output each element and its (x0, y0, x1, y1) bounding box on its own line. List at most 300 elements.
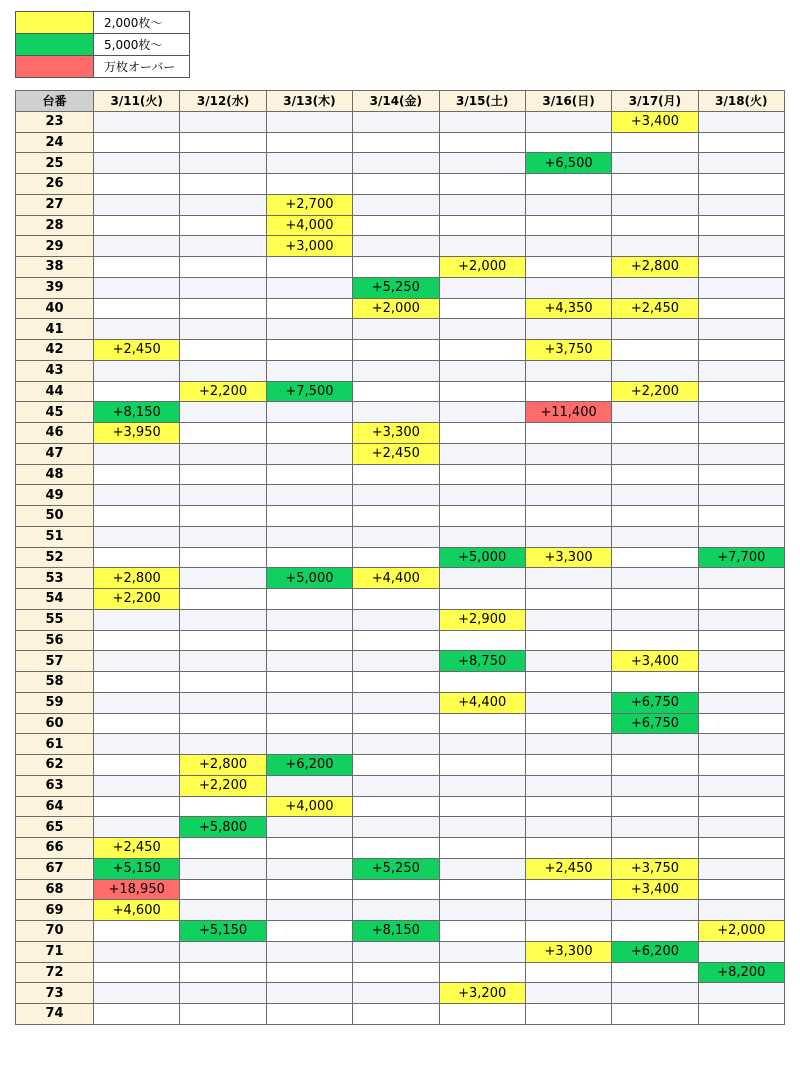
table-row (16, 1004, 785, 1025)
result-cell-yellow: +2,200 (180, 381, 266, 402)
table-row (16, 630, 785, 651)
result-cell-empty (612, 921, 698, 942)
result-cell-yellow: +2,450 (353, 443, 439, 464)
result-cell-empty (266, 443, 352, 464)
result-cell-yellow: +2,450 (525, 858, 611, 879)
result-cell-empty (94, 672, 180, 693)
result-cell-empty (94, 734, 180, 755)
result-cell-yellow: +2,450 (612, 298, 698, 319)
result-cell-empty (94, 236, 180, 257)
table-row (16, 423, 785, 444)
result-cell-empty (525, 257, 611, 278)
result-cell-empty (698, 609, 784, 630)
result-cell-empty (180, 609, 266, 630)
result-cell-yellow: +3,400 (612, 879, 698, 900)
result-cell-empty (439, 319, 525, 340)
result-cell-empty (525, 962, 611, 983)
table-row (16, 153, 785, 174)
table-row (16, 277, 785, 298)
result-cell-empty (698, 194, 784, 215)
result-cell-empty (439, 526, 525, 547)
table-row (16, 319, 785, 340)
machine-number: 54 (16, 589, 94, 610)
result-cell-empty (94, 796, 180, 817)
result-cell-yellow: +4,000 (266, 796, 352, 817)
result-cell-empty (698, 506, 784, 527)
result-cell-empty (94, 526, 180, 547)
result-cell-empty (94, 464, 180, 485)
table-row (16, 194, 785, 215)
result-cell-empty (94, 755, 180, 776)
result-cell-yellow: +2,450 (94, 340, 180, 361)
result-cell-empty (266, 713, 352, 734)
result-cell-empty (439, 111, 525, 132)
result-cell-empty (353, 713, 439, 734)
result-cell-empty (180, 547, 266, 568)
result-cell-empty (266, 651, 352, 672)
legend-body (16, 12, 190, 78)
result-cell-empty (353, 672, 439, 693)
result-cell-empty (525, 713, 611, 734)
result-cell-empty (525, 443, 611, 464)
result-cell-empty (525, 526, 611, 547)
result-cell-empty (353, 983, 439, 1004)
result-cell-empty (94, 506, 180, 527)
result-cell-empty (612, 547, 698, 568)
result-cell-empty (94, 941, 180, 962)
result-cell-empty (439, 755, 525, 776)
result-cell-empty (266, 879, 352, 900)
result-cell-empty (353, 630, 439, 651)
result-cell-empty (698, 796, 784, 817)
result-cell-empty (612, 900, 698, 921)
machine-number: 52 (16, 547, 94, 568)
result-cell-empty (698, 734, 784, 755)
machine-number: 49 (16, 485, 94, 506)
machine-number: 58 (16, 672, 94, 693)
table-row (16, 609, 785, 630)
legend-label: 万枚オーバー (94, 56, 190, 78)
result-cell-yellow: +2,800 (612, 257, 698, 278)
result-cell-green: +6,200 (266, 755, 352, 776)
result-cell-empty (180, 713, 266, 734)
result-cell-empty (180, 423, 266, 444)
machine-number: 69 (16, 900, 94, 921)
date-header: 3/16(日) (525, 91, 611, 112)
machine-number: 74 (16, 1004, 94, 1025)
machine-number: 64 (16, 796, 94, 817)
machine-number: 25 (16, 153, 94, 174)
result-cell-empty (266, 547, 352, 568)
result-cell-empty (180, 630, 266, 651)
result-cell-empty (94, 983, 180, 1004)
result-cell-yellow: +3,300 (525, 547, 611, 568)
result-cell-empty (439, 194, 525, 215)
result-cell-empty (698, 360, 784, 381)
date-header: 3/11(火) (94, 91, 180, 112)
machine-number: 56 (16, 630, 94, 651)
result-cell-empty (525, 734, 611, 755)
result-cell-empty (439, 672, 525, 693)
result-cell-empty (353, 257, 439, 278)
result-cell-empty (439, 485, 525, 506)
result-cell-empty (353, 381, 439, 402)
result-cell-yellow: +4,000 (266, 215, 352, 236)
result-cell-empty (94, 921, 180, 942)
result-cell-empty (180, 506, 266, 527)
result-cell-empty (439, 568, 525, 589)
result-cell-green: +6,750 (612, 713, 698, 734)
result-cell-empty (612, 589, 698, 610)
table-row (16, 215, 785, 236)
machine-number-header: 台番 (16, 91, 94, 112)
result-cell-empty (698, 443, 784, 464)
result-cell-empty (525, 630, 611, 651)
result-cell-empty (180, 692, 266, 713)
result-cell-yellow: +3,000 (266, 236, 352, 257)
result-cell-empty (353, 360, 439, 381)
result-cell-yellow: +2,000 (439, 257, 525, 278)
result-cell-empty (266, 257, 352, 278)
result-cell-empty (353, 651, 439, 672)
result-cell-empty (353, 817, 439, 838)
legend-label: 2,000枚～ (94, 12, 190, 34)
date-header: 3/17(月) (612, 91, 698, 112)
result-cell-empty (266, 174, 352, 195)
result-cell-empty (94, 174, 180, 195)
result-cell-empty (266, 464, 352, 485)
result-cell-empty (439, 775, 525, 796)
result-cell-empty (525, 755, 611, 776)
result-cell-yellow: +3,750 (525, 340, 611, 361)
result-cell-empty (612, 526, 698, 547)
result-cell-empty (612, 755, 698, 776)
table-row (16, 298, 785, 319)
machine-number: 39 (16, 277, 94, 298)
result-cell-empty (180, 1004, 266, 1025)
result-cell-empty (266, 921, 352, 942)
result-cell-empty (525, 360, 611, 381)
result-cell-empty (180, 526, 266, 547)
result-cell-green: +7,700 (698, 547, 784, 568)
machine-number: 28 (16, 215, 94, 236)
result-cell-empty (525, 692, 611, 713)
machine-number: 59 (16, 692, 94, 713)
result-cell-empty (612, 402, 698, 423)
result-cell-empty (698, 381, 784, 402)
machine-number: 68 (16, 879, 94, 900)
table-row (16, 547, 785, 568)
table-row (16, 174, 785, 195)
result-cell-empty (266, 319, 352, 340)
machine-number: 63 (16, 775, 94, 796)
result-cell-empty (180, 236, 266, 257)
result-cell-empty (612, 423, 698, 444)
result-cell-empty (353, 194, 439, 215)
result-cell-empty (698, 589, 784, 610)
result-cell-empty (439, 132, 525, 153)
result-cell-empty (525, 921, 611, 942)
machine-number: 70 (16, 921, 94, 942)
result-cell-yellow: +3,750 (612, 858, 698, 879)
result-cell-empty (353, 547, 439, 568)
result-cell-empty (439, 360, 525, 381)
result-cell-empty (180, 589, 266, 610)
result-cell-yellow: +2,900 (439, 609, 525, 630)
result-cell-empty (266, 298, 352, 319)
table-row (16, 236, 785, 257)
legend-swatch-yellow (16, 12, 94, 34)
date-header: 3/12(水) (180, 91, 266, 112)
result-cell-empty (525, 111, 611, 132)
legend-swatch-green (16, 34, 94, 56)
result-cell-empty (353, 755, 439, 776)
result-cell-yellow: +2,000 (353, 298, 439, 319)
result-cell-green: +5,250 (353, 858, 439, 879)
machine-number: 51 (16, 526, 94, 547)
result-cell-empty (353, 838, 439, 859)
result-cell-empty (94, 692, 180, 713)
result-cell-empty (525, 485, 611, 506)
result-cell-empty (439, 879, 525, 900)
result-cell-empty (439, 277, 525, 298)
result-cell-empty (525, 319, 611, 340)
result-cell-empty (525, 132, 611, 153)
table-row (16, 132, 785, 153)
result-cell-empty (612, 630, 698, 651)
result-cell-yellow: +2,800 (180, 755, 266, 776)
machine-number: 45 (16, 402, 94, 423)
result-cell-empty (698, 755, 784, 776)
result-cell-empty (525, 775, 611, 796)
result-cell-empty (698, 485, 784, 506)
result-cell-empty (180, 132, 266, 153)
machine-number: 72 (16, 962, 94, 983)
result-cell-red: +18,950 (94, 879, 180, 900)
result-cell-yellow: +3,200 (439, 983, 525, 1004)
result-cell-empty (94, 360, 180, 381)
result-cell-empty (180, 941, 266, 962)
result-cell-empty (266, 485, 352, 506)
table-row (16, 257, 785, 278)
result-cell-yellow: +4,350 (525, 298, 611, 319)
result-cell-green: +8,750 (439, 651, 525, 672)
result-cell-empty (698, 879, 784, 900)
machine-number: 41 (16, 319, 94, 340)
result-cell-empty (525, 589, 611, 610)
results-table (15, 90, 785, 1025)
machine-number: 43 (16, 360, 94, 381)
result-cell-empty (698, 319, 784, 340)
result-cell-empty (612, 796, 698, 817)
result-cell-empty (180, 153, 266, 174)
result-cell-yellow: +2,450 (94, 838, 180, 859)
result-cell-green: +5,250 (353, 277, 439, 298)
date-header: 3/15(土) (439, 91, 525, 112)
result-cell-empty (266, 153, 352, 174)
machine-number: 38 (16, 257, 94, 278)
result-cell-green: +7,500 (266, 381, 352, 402)
result-cell-empty (439, 215, 525, 236)
result-cell-empty (439, 340, 525, 361)
result-cell-empty (353, 215, 439, 236)
result-cell-empty (94, 298, 180, 319)
result-cell-empty (612, 236, 698, 257)
result-cell-empty (612, 962, 698, 983)
result-cell-empty (698, 713, 784, 734)
result-cell-empty (525, 672, 611, 693)
machine-number: 71 (16, 941, 94, 962)
result-cell-empty (439, 838, 525, 859)
result-cell-empty (525, 838, 611, 859)
result-cell-red: +11,400 (525, 402, 611, 423)
result-cell-empty (612, 319, 698, 340)
result-cell-empty (266, 858, 352, 879)
result-cell-empty (525, 236, 611, 257)
table-row (16, 941, 785, 962)
result-cell-green: +6,200 (612, 941, 698, 962)
table-row (16, 568, 785, 589)
result-cell-empty (612, 174, 698, 195)
machine-number: 66 (16, 838, 94, 859)
result-cell-empty (698, 941, 784, 962)
machine-number: 50 (16, 506, 94, 527)
result-cell-empty (353, 319, 439, 340)
result-cell-empty (698, 651, 784, 672)
result-cell-empty (612, 132, 698, 153)
result-cell-empty (698, 257, 784, 278)
result-cell-empty (525, 215, 611, 236)
result-cell-empty (266, 506, 352, 527)
result-cell-empty (266, 132, 352, 153)
result-cell-empty (266, 672, 352, 693)
machine-number: 46 (16, 423, 94, 444)
date-header: 3/14(金) (353, 91, 439, 112)
result-cell-empty (525, 381, 611, 402)
result-cell-empty (94, 817, 180, 838)
result-cell-empty (266, 340, 352, 361)
result-cell-empty (525, 174, 611, 195)
result-cell-empty (525, 609, 611, 630)
result-cell-empty (525, 568, 611, 589)
result-cell-empty (353, 692, 439, 713)
result-cell-yellow: +2,200 (180, 775, 266, 796)
machine-number: 44 (16, 381, 94, 402)
table-row (16, 589, 785, 610)
result-cell-empty (94, 443, 180, 464)
table-row (16, 858, 785, 879)
result-cell-green: +8,200 (698, 962, 784, 983)
result-cell-empty (94, 547, 180, 568)
table-row (16, 402, 785, 423)
result-cell-empty (525, 651, 611, 672)
result-cell-empty (353, 153, 439, 174)
table-row (16, 900, 785, 921)
result-cell-yellow: +4,400 (439, 692, 525, 713)
result-cell-yellow: +2,000 (698, 921, 784, 942)
table-row (16, 672, 785, 693)
result-cell-empty (698, 215, 784, 236)
table-header (16, 91, 785, 112)
result-cell-empty (180, 174, 266, 195)
result-cell-empty (353, 506, 439, 527)
table-row (16, 838, 785, 859)
machine-number: 57 (16, 651, 94, 672)
result-cell-empty (353, 111, 439, 132)
result-cell-empty (94, 319, 180, 340)
result-cell-empty (698, 838, 784, 859)
result-cell-empty (612, 340, 698, 361)
result-cell-empty (180, 879, 266, 900)
result-cell-empty (94, 381, 180, 402)
result-cell-empty (698, 568, 784, 589)
result-cell-empty (439, 796, 525, 817)
result-cell-empty (439, 506, 525, 527)
machine-number: 42 (16, 340, 94, 361)
result-cell-empty (612, 568, 698, 589)
table-row (16, 879, 785, 900)
machine-number: 53 (16, 568, 94, 589)
result-cell-empty (439, 153, 525, 174)
result-cell-empty (353, 464, 439, 485)
result-cell-empty (612, 983, 698, 1004)
result-cell-empty (180, 443, 266, 464)
result-cell-empty (612, 153, 698, 174)
result-cell-empty (612, 443, 698, 464)
table-row (16, 755, 785, 776)
result-cell-empty (266, 983, 352, 1004)
result-cell-empty (94, 194, 180, 215)
result-cell-empty (612, 672, 698, 693)
result-cell-empty (612, 485, 698, 506)
result-cell-empty (612, 464, 698, 485)
result-cell-empty (525, 796, 611, 817)
machine-number: 40 (16, 298, 94, 319)
result-cell-empty (180, 796, 266, 817)
result-cell-empty (266, 941, 352, 962)
result-cell-yellow: +2,200 (612, 381, 698, 402)
result-cell-empty (94, 630, 180, 651)
result-cell-yellow: +2,200 (94, 589, 180, 610)
result-cell-empty (698, 111, 784, 132)
legend-row (16, 56, 190, 78)
header-row (16, 91, 785, 112)
result-cell-yellow: +3,300 (353, 423, 439, 444)
result-cell-empty (698, 526, 784, 547)
result-cell-empty (698, 983, 784, 1004)
machine-number: 62 (16, 755, 94, 776)
machine-number: 55 (16, 609, 94, 630)
result-cell-empty (94, 485, 180, 506)
result-cell-empty (525, 506, 611, 527)
result-cell-empty (266, 962, 352, 983)
result-cell-empty (612, 838, 698, 859)
result-cell-empty (525, 879, 611, 900)
result-cell-empty (180, 402, 266, 423)
table-row (16, 817, 785, 838)
result-cell-empty (439, 858, 525, 879)
machine-number: 60 (16, 713, 94, 734)
result-cell-empty (439, 423, 525, 444)
result-cell-empty (353, 1004, 439, 1025)
result-cell-empty (266, 630, 352, 651)
result-cell-empty (698, 1004, 784, 1025)
result-cell-empty (439, 464, 525, 485)
result-cell-empty (612, 817, 698, 838)
result-cell-yellow: +3,400 (612, 651, 698, 672)
result-cell-empty (266, 402, 352, 423)
table-row (16, 796, 785, 817)
